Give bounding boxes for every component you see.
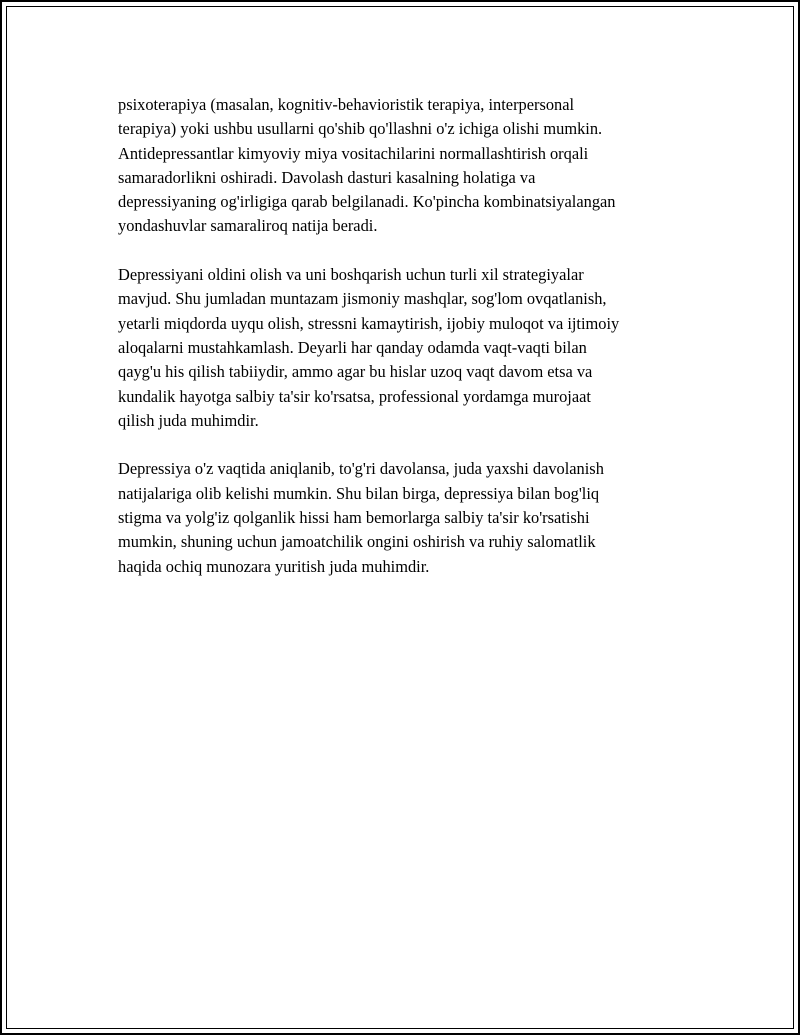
text-line: yondashuvlar samaraliroq natija beradi. [118, 216, 378, 236]
text-line: aloqalarni mustahkamlash. Deyarli har qanday odamda vaqt-vaqti bilan [118, 337, 587, 357]
text-line: depressiyaning og'irligiga qarab belgilanadi. Ko'pincha kombinatsiyalangan [118, 192, 616, 212]
paragraph [118, 93, 693, 239]
paragraph [118, 457, 693, 578]
text-line: samaradorlikni oshiradi. Davolash dasturi kasalning holatiga va [118, 167, 536, 187]
paragraph [118, 263, 693, 433]
text-line: mumkin, shuning uchun jamoatchilik ongini oshirish va ruhiy salomatlik [118, 532, 596, 552]
text-line: qayg'u his qilish tabiiydir, ammo agar bu hislar uzoq vaqt davom etsa va [118, 362, 593, 382]
text-line: haqida ochiq munozara yuritish juda muhimdir. [118, 556, 430, 576]
text-line: kundalik hayotga salbiy ta'sir ko'rsatsa, professional yordamga murojaat [118, 386, 591, 406]
text-line: Depressiyani oldini olish va uni boshqarish uchun turli xil strategiyalar [118, 265, 584, 285]
document-body [118, 93, 693, 603]
text-line: qilish juda muhimdir. [118, 410, 259, 430]
text-line: yetarli miqdorda uyqu olish, stressni kamaytirish, ijobiy muloqot va ijtimoiy [118, 313, 620, 333]
text-line: mavjud. Shu jumladan muntazam jismoniy mashqlar, sog'lom ovqatlanish, [118, 289, 607, 309]
text-line: Antidepressantlar kimyoviy miya vositachilarini normallashtirish orqali [118, 143, 589, 163]
text-line: stigma va yolg'iz qolganlik hissi ham bemorlarga salbiy ta'sir ko'rsatishi [118, 508, 590, 528]
text-line: psixoterapiya (masalan, kognitiv-behavioristik terapiya, interpersonal [118, 95, 575, 114]
text-line: natijalariga olib kelishi mumkin. Shu bilan birga, depressiya bilan bog'liq [118, 483, 600, 503]
text-line: terapiya) yoki ushbu usullarni qo'shib qo'llashni o'z ichiga olishi mumkin. [118, 119, 603, 139]
text-line: Depressiya o'z vaqtida aniqlanib, to'g'ri davolansa, juda yaxshi davolanish [118, 459, 604, 479]
